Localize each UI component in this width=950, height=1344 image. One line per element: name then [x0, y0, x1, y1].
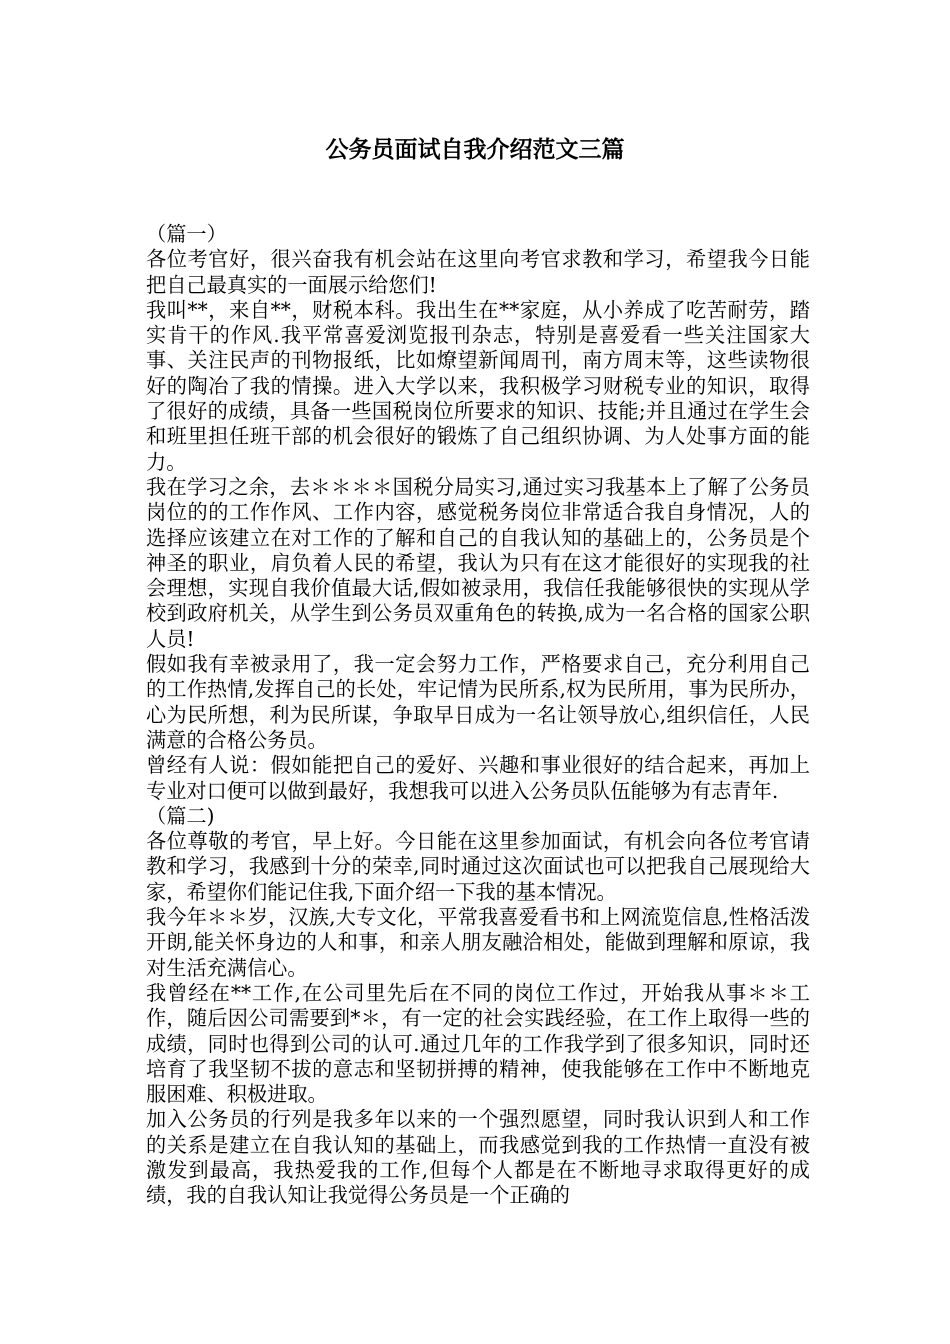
body-paragraph: 各位尊敬的考官，早上好。今日能在这里参加面试，有机会向各位考官请教和学习，我感到十分的荣幸,同时通过这次面试也可以把我自己展现给大家，希望你们能记住我,下面介绍一下我的基本情况。: [146, 829, 810, 904]
document-body: [146, 222, 810, 1209]
body-paragraph: 我今年＊＊岁，汉族,大专文化，平常我喜爱看书和上网流览信息,性格活泼开朗,能关怀身边的人和事，和亲人朋友融洽相处，能做到理解和原谅，我对生活充满信心。: [146, 905, 810, 980]
body-paragraph: 各位考官好，很兴奋我有机会站在这里向考官求教和学习，希望我今日能把自己最真实的一面展示给您们!: [146, 247, 810, 297]
body-paragraph: 我曾经在**工作,在公司里先后在不同的岗位工作过，开始我从事＊＊工作，随后因公司需要到*＊，有一定的社会实践经验，在工作上取得一些的成绩，同时也得到公司的认可.通过几年的工作我学到了很多知识，同时还培育了我坚韧不拔的意志和坚韧拼搏的精神，使我能够在工作中不断地克服困难、积极进取。: [146, 980, 810, 1107]
body-paragraph: 曾经有人说：假如能把自己的爱好、兴趣和事业很好的结合起来，再加上专业对口便可以做到最好，我想我可以进入公务员队伍能够为有志青年.: [146, 753, 810, 803]
section-heading: （篇一）: [146, 222, 227, 246]
document-title: 公务员面试自我介绍范文三篇: [325, 137, 625, 163]
body-paragraph: 我叫**，来自**，财税本科。我出生在**家庭，从小养成了吃苦耐劳，踏实肯干的作风.我平常喜爱浏览报刊杂志，特别是喜爱看一些关注国家大事、关注民声的刊物报纸，比如燎望新闻周刊，南方周末等，这些读物很好的陶冶了我的情操。进入大学以来，我积极学习财税专业的知识，取得了很好的成绩，具备一些国税岗位所要求的知识、技能;并且通过在学生会和班里担任班干部的机会很好的锻炼了自己组织协调、为人处事方面的能力。: [146, 297, 810, 474]
body-paragraph: 假如我有幸被录用了，我一定会努力工作，严格要求自己，充分利用自己的工作热情,发挥自己的长处，牢记情为民所系,权为民所用，事为民所办，心为民所想，利为民所谋，争取早日成为一名让领导放心,组织信任，人民满意的合格公务员。: [146, 652, 810, 752]
body-paragraph: 我在学习之余，去＊＊＊＊国税分局实习,通过实习我基本上了解了公务员岗位的的工作作风、工作内容，感觉税务岗位非常适合我自身情况，人的选择应该建立在对工作的了解和自己的自我认知的基础上的，公务员是个神圣的职业，肩负着人民的希望，我认为只有在这才能很好的实现我的社会理想，实现自我价值最大话,假如被录用，我信任我能够很快的实现从学校到政府机关，从学生到公务员双重角色的转换,成为一名合格的国家公职人员!: [146, 474, 810, 651]
body-paragraph: 加入公务员的行列是我多年以来的一个强烈愿望，同时我认识到人和工作的关系是建立在自我认知的基础上，而我感觉到我的工作热情一直没有被激发到最高，我热爱我的工作,但每个人都是在不断地寻求取得更好的成绩，我的自我认知让我觉得公务员是一个正确的: [146, 1107, 810, 1208]
section-heading: （篇二): [146, 803, 215, 828]
